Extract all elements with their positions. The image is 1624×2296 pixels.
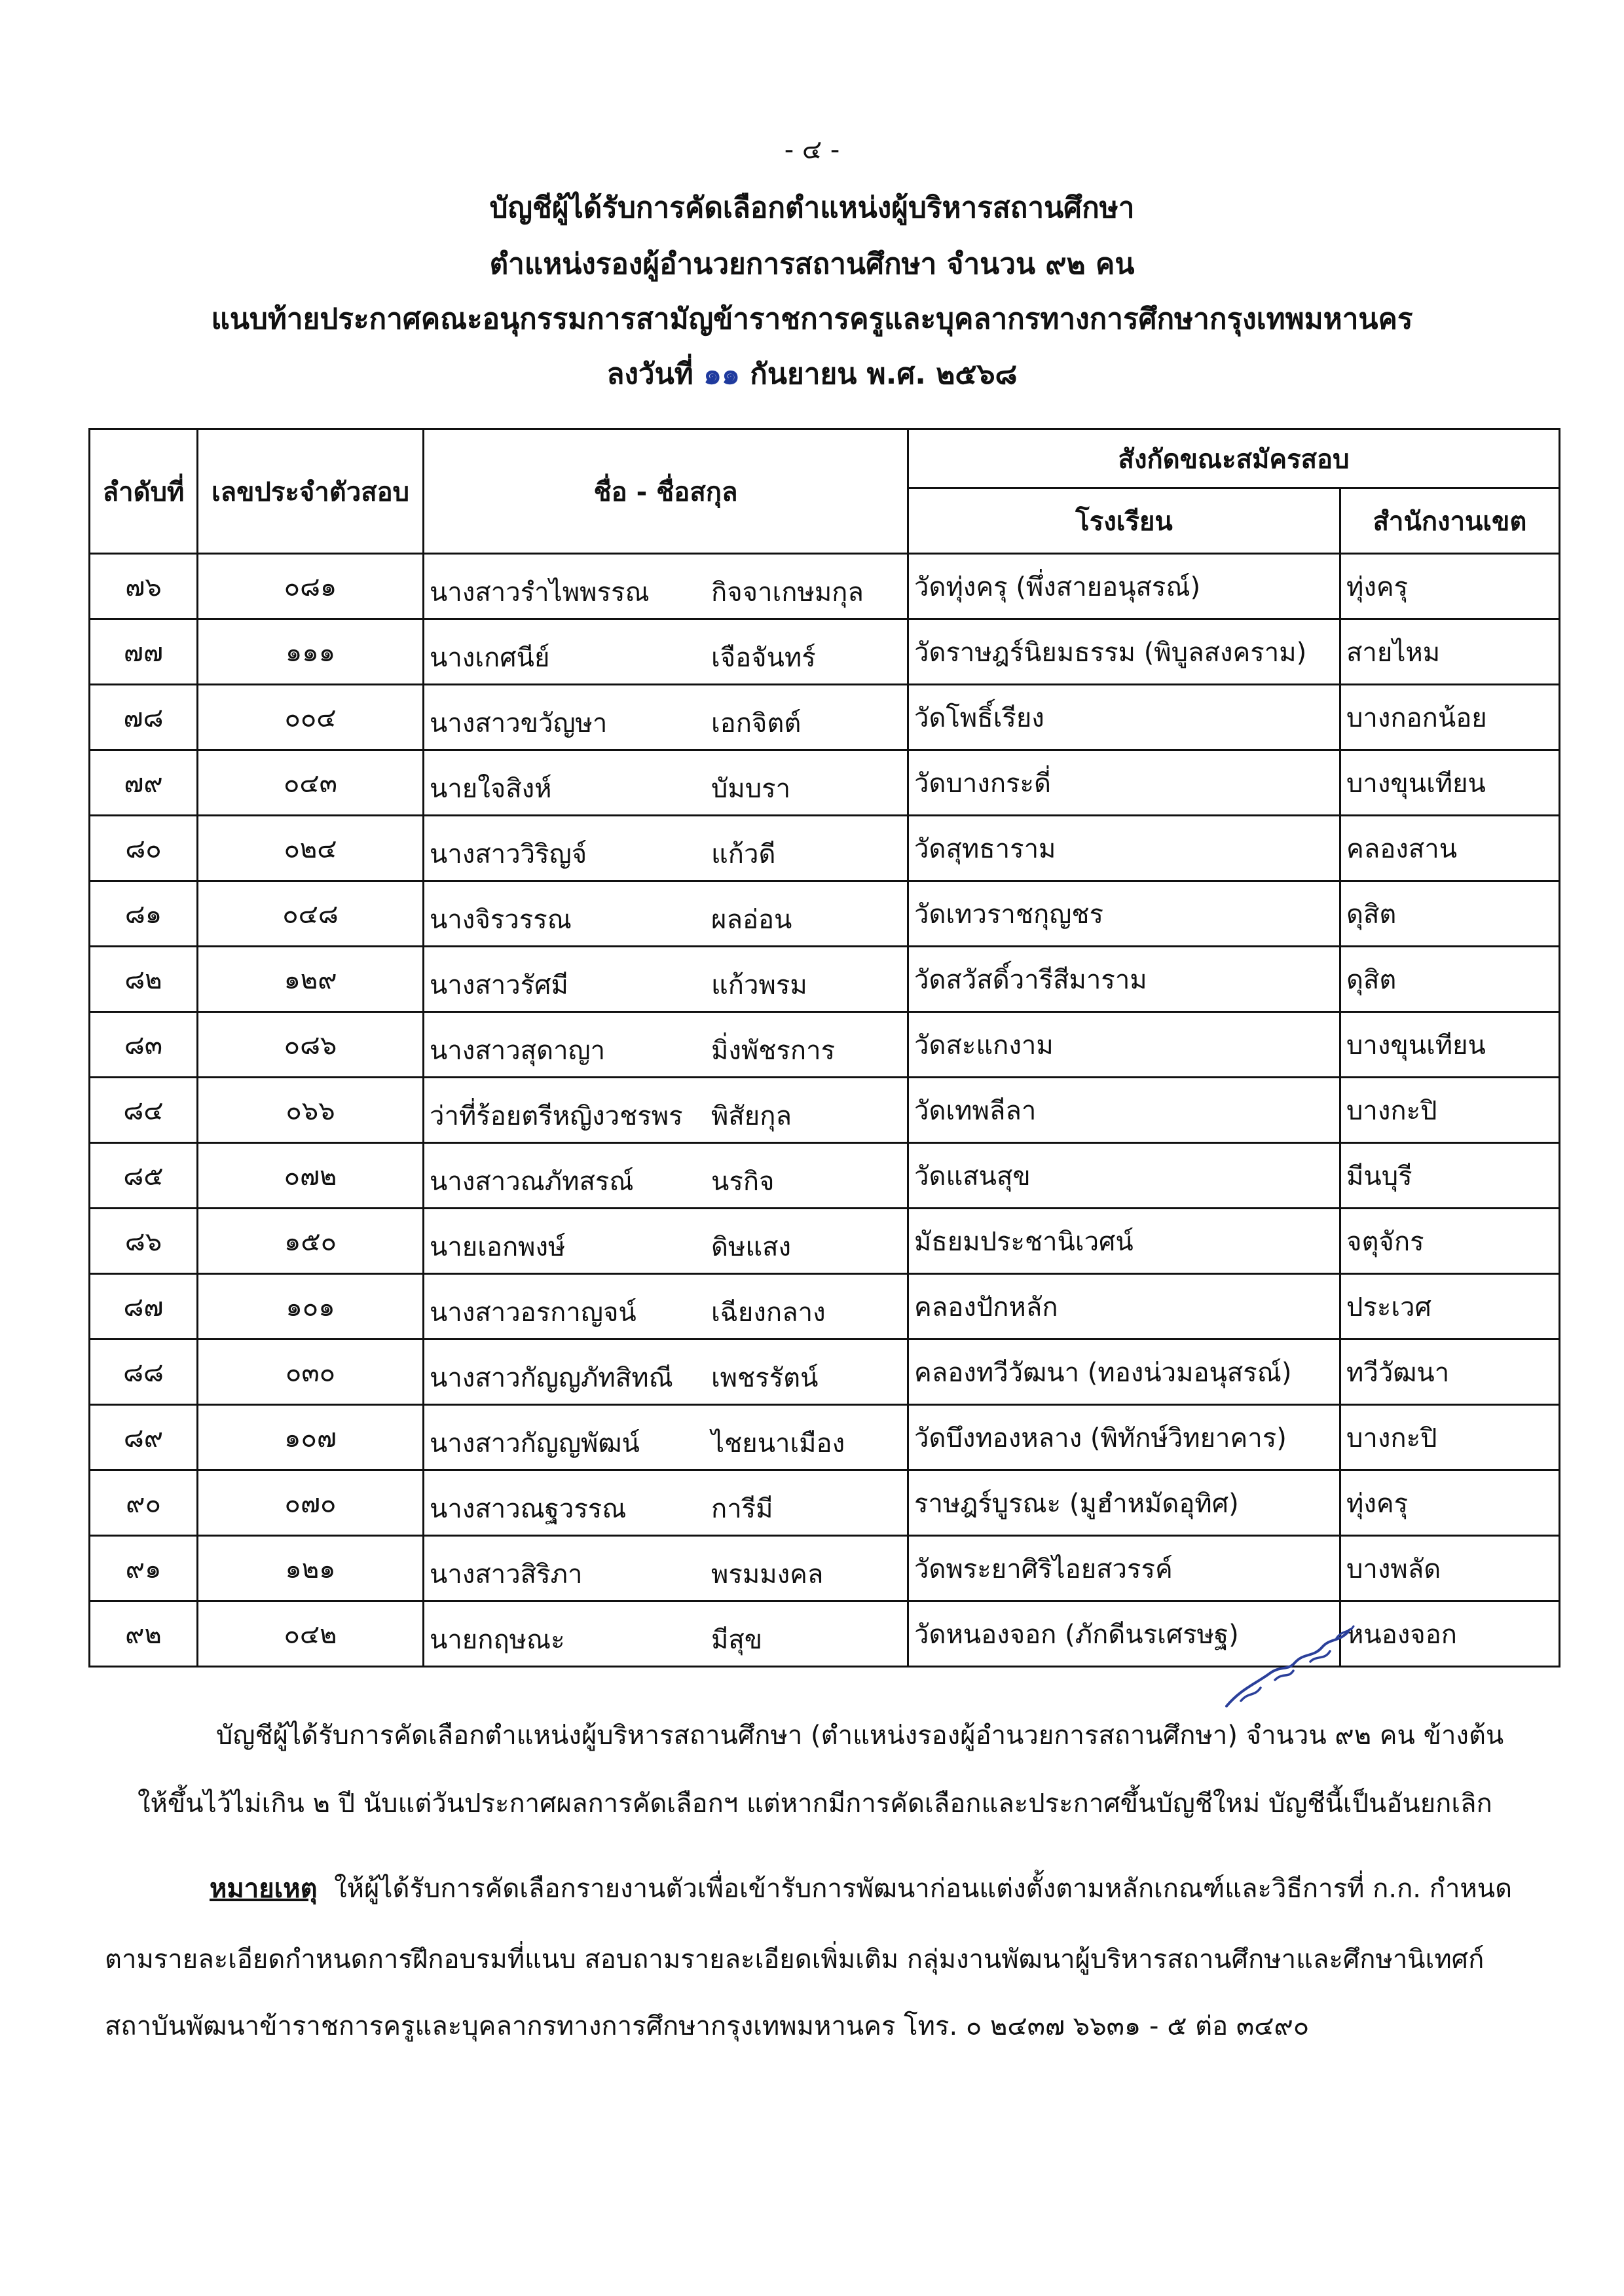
- first-name: นางสาวรำไพพรรณ: [430, 577, 650, 608]
- district-cell: บางกอกน้อย: [1340, 685, 1560, 750]
- school-cell: วัดทุ่งครุ (พึ่งสายอนุสรณ์): [908, 554, 1340, 619]
- district-cell: ทุ่งครุ: [1340, 554, 1560, 619]
- district-cell: คลองสาน: [1340, 816, 1560, 881]
- table-body: [90, 554, 1560, 1667]
- date-prefix: ลงวันที่: [606, 357, 693, 391]
- name-cell: [424, 1601, 908, 1667]
- name-cell: [424, 1078, 908, 1143]
- first-name: นายเอกพงษ์: [430, 1231, 566, 1262]
- position-subtitle: ตำแหน่งรองผู้อำนวยการสถานศึกษา จำนวน ๙๒ คน: [489, 247, 1135, 281]
- note-line2: ตามรายละเอียดกำหนดการฝึกอบรมที่แนบ สอบถามรายละเอียดเพิ่มเติม กลุ่มงานพัฒนาผู้บริหารสถานศึกษาและศึกษานิเทศก์: [105, 1944, 1485, 1975]
- district-cell: ทวีวัฒนา: [1340, 1339, 1560, 1405]
- note-line1: [210, 1867, 1512, 1909]
- last-name: ไชยนาเมือง: [711, 1428, 845, 1459]
- table-row: [90, 1536, 1560, 1601]
- school-cell: คลองปักหลัก: [908, 1274, 1340, 1339]
- school-cell: วัดสุทธาราม: [908, 816, 1340, 881]
- header-district: สำนักงานเขต: [1340, 488, 1560, 554]
- table-row: [90, 816, 1560, 881]
- name-cell: [424, 947, 908, 1012]
- district-cell: บางขุนเทียน: [1340, 1012, 1560, 1078]
- exam-id-cell: ๐๒๔: [198, 816, 424, 881]
- table-row: [90, 1470, 1560, 1536]
- name-cell: [424, 1339, 908, 1405]
- exam-id-cell: ๐๘๑: [198, 554, 424, 619]
- district-cell: บางพลัด: [1340, 1536, 1560, 1601]
- note-label: หมายเหตุ: [210, 1874, 318, 1904]
- first-name: นางสาวกัญญพัฒน์: [430, 1428, 640, 1459]
- table-row: [90, 750, 1560, 816]
- order-cell: ๗๖: [90, 554, 198, 619]
- exam-id-cell: ๐๘๖: [198, 1012, 424, 1078]
- order-cell: ๙๑: [90, 1536, 198, 1601]
- name-cell: [424, 685, 908, 750]
- last-name: แก้วพรม: [711, 970, 807, 1000]
- exam-id-cell: ๑๒๙: [198, 947, 424, 1012]
- list-validity-paragraph-line2: ให้ขึ้นไว้ไม่เกิน ๒ ปี นับแต่วันประกาศผลการคัดเลือกฯ แต่หากมีการคัดเลือกและประกาศขึ้นบัญชีใหม่ บัญชีนี้เป็นอันยกเลิก: [138, 1789, 1492, 1819]
- last-name: การีมี: [711, 1493, 773, 1524]
- first-name: นางสาวกัญญภัทสิทณี: [430, 1362, 673, 1393]
- order-cell: ๗๘: [90, 685, 198, 750]
- name-cell: [424, 1470, 908, 1536]
- first-name: นางสาววิริญจ์: [430, 839, 587, 869]
- exam-id-cell: ๐๓๐: [198, 1339, 424, 1405]
- last-name: พิสัยกุล: [711, 1101, 792, 1131]
- district-cell: มีนบุรี: [1340, 1143, 1560, 1209]
- district-cell: บางขุนเทียน: [1340, 750, 1560, 816]
- school-cell: วัดราษฎร์นิยมธรรม (พิบูลสงคราม): [908, 619, 1340, 685]
- order-cell: ๙๐: [90, 1470, 198, 1536]
- district-cell: ดุสิต: [1340, 947, 1560, 1012]
- order-cell: ๙๒: [90, 1601, 198, 1667]
- header-affiliation: สังกัดขณะสมัครสอบ: [908, 429, 1560, 488]
- exam-id-cell: ๑๐๑: [198, 1274, 424, 1339]
- header-order: ลำดับที่: [90, 429, 198, 554]
- announcement-subtitle: แนบท้ายประกาศคณะอนุกรรมการสามัญข้าราชการครูและบุคลากรทางการศึกษากรุงเทพมหานคร: [211, 302, 1413, 336]
- header-exam-id: เลขประจำตัวสอบ: [198, 429, 424, 554]
- first-name: นางเกศนีย์: [430, 642, 550, 673]
- table-row: [90, 1078, 1560, 1143]
- first-name: นางสาวสิริภา: [430, 1559, 583, 1590]
- list-validity-paragraph-line1: บัญชีผู้ได้รับการคัดเลือกตำแหน่งผู้บริหารสถานศึกษา (ตำแหน่งรองผู้อำนวยการสถานศึกษา) จำนวน ๙๒ คน ข้างต้น: [216, 1721, 1504, 1751]
- exam-id-cell: ๐๔๒: [198, 1601, 424, 1667]
- school-cell: วัดสวัสดิ์วารีสีมาราม: [908, 947, 1340, 1012]
- last-name: เพชรรัตน์: [711, 1362, 819, 1393]
- table-row: [90, 947, 1560, 1012]
- school-cell: ราษฎร์บูรณะ (มูฮำหมัดอุทิศ): [908, 1470, 1340, 1536]
- order-cell: ๘๕: [90, 1143, 198, 1209]
- order-cell: ๘๓: [90, 1012, 198, 1078]
- announcement-date: [0, 351, 1624, 397]
- handwritten-signature: [1215, 1624, 1359, 1715]
- order-cell: ๘๒: [90, 947, 198, 1012]
- district-cell: ทุ่งครุ: [1340, 1470, 1560, 1536]
- first-name: นางสาวณภัทสรณ์: [430, 1166, 634, 1197]
- date-day: ๑๑: [703, 357, 740, 391]
- exam-id-cell: ๑๐๗: [198, 1405, 424, 1470]
- table-row: [90, 881, 1560, 947]
- order-cell: ๘๐: [90, 816, 198, 881]
- school-cell: วัดเทพลีลา: [908, 1078, 1340, 1143]
- first-name: นางสาวขวัญษา: [430, 708, 608, 738]
- district-cell: บางกะปิ: [1340, 1078, 1560, 1143]
- table-row: [90, 1274, 1560, 1339]
- first-name: นางสาวอรกาญจน์: [430, 1297, 637, 1328]
- table-row: [90, 619, 1560, 685]
- last-name: ดิษแสง: [711, 1231, 792, 1262]
- table-row: [90, 1405, 1560, 1470]
- order-cell: ๗๗: [90, 619, 198, 685]
- table-row: [90, 1012, 1560, 1078]
- exam-id-cell: ๐๔๓: [198, 750, 424, 816]
- date-suffix: กันยายน พ.ศ. ๒๕๖๘: [750, 357, 1018, 391]
- exam-id-cell: ๐๖๖: [198, 1078, 424, 1143]
- name-cell: [424, 750, 908, 816]
- district-cell: จตุจักร: [1340, 1209, 1560, 1274]
- school-cell: วัดสะแกงาม: [908, 1012, 1340, 1078]
- school-cell: วัดพระยาศิริไอยสวรรค์: [908, 1536, 1340, 1601]
- first-name: นายกฤษณะ: [430, 1624, 565, 1655]
- name-cell: [424, 1405, 908, 1470]
- name-cell: [424, 1209, 908, 1274]
- exam-id-cell: ๐๗๐: [198, 1470, 424, 1536]
- district-cell: บางกะปิ: [1340, 1405, 1560, 1470]
- order-cell: ๘๑: [90, 881, 198, 947]
- table-row: [90, 554, 1560, 619]
- order-cell: ๘๖: [90, 1209, 198, 1274]
- order-cell: ๘๗: [90, 1274, 198, 1339]
- district-cell: หนองจอก: [1340, 1601, 1560, 1667]
- last-name: นรกิจ: [711, 1166, 775, 1197]
- last-name: บัมบรา: [711, 773, 791, 804]
- table-row: [90, 1209, 1560, 1274]
- school-cell: วัดเทวราชกุญชร: [908, 881, 1340, 947]
- school-cell: วัดบึงทองหลาง (พิทักษ์วิทยาคาร): [908, 1405, 1340, 1470]
- school-cell: วัดบางกระดี่: [908, 750, 1340, 816]
- name-cell: [424, 1536, 908, 1601]
- school-cell: มัธยมประชานิเวศน์: [908, 1209, 1340, 1274]
- table-row: [90, 685, 1560, 750]
- last-name: เจือจันทร์: [711, 642, 816, 673]
- last-name: ผลอ่อน: [711, 904, 792, 935]
- school-cell: วัดแสนสุข: [908, 1143, 1340, 1209]
- page-number: - ๔ -: [784, 135, 840, 165]
- first-name: นายใจสิงห์: [430, 773, 552, 804]
- name-cell: [424, 1274, 908, 1339]
- school-cell: วัดหนองจอก (ภักดีนรเศรษฐ): [908, 1601, 1340, 1667]
- district-cell: ดุสิต: [1340, 881, 1560, 947]
- document-title: บัญชีผู้ได้รับการคัดเลือกตำแหน่งผู้บริหารสถานศึกษา: [489, 191, 1135, 225]
- order-cell: ๗๙: [90, 750, 198, 816]
- last-name: มีสุข: [711, 1624, 763, 1655]
- last-name: เฉียงกลาง: [711, 1297, 826, 1328]
- exam-id-cell: ๐๔๘: [198, 881, 424, 947]
- name-cell: [424, 881, 908, 947]
- last-name: แก้วดี: [711, 839, 776, 869]
- last-name: มิ่งพัชรการ: [711, 1035, 836, 1066]
- exam-id-cell: ๐๐๔: [198, 685, 424, 750]
- note-line3: สถาบันพัฒนาข้าราชการครูและบุคลากรทางการศึกษากรุงเทพมหานคร โทร. ๐ ๒๔๓๗ ๖๖๓๑ - ๕ ต่อ ๓๔๙๐: [105, 2011, 1310, 2041]
- name-cell: [424, 554, 908, 619]
- name-cell: [424, 619, 908, 685]
- school-cell: วัดโพธิ์เรียง: [908, 685, 1340, 750]
- table-row: [90, 1143, 1560, 1209]
- first-name: ว่าที่ร้อยตรีหญิงวชรพร: [430, 1101, 683, 1131]
- last-name: กิจจาเกษมกุล: [711, 577, 864, 608]
- note-text-line1: ให้ผู้ได้รับการคัดเลือกรายงานตัวเพื่อเข้ารับการพัฒนาก่อนแต่งตั้งตามหลักเกณฑ์และวิธีการที่ ก.ก. กำหนด: [334, 1874, 1513, 1904]
- name-cell: [424, 816, 908, 881]
- exam-id-cell: ๐๗๒: [198, 1143, 424, 1209]
- district-cell: ประเวศ: [1340, 1274, 1560, 1339]
- school-cell: คลองทวีวัฒนา (ทองน่วมอนุสรณ์): [908, 1339, 1340, 1405]
- first-name: นางสาวณฐวรรณ: [430, 1493, 627, 1524]
- name-cell: [424, 1012, 908, 1078]
- candidate-table: [88, 428, 1560, 1667]
- district-cell: สายไหม: [1340, 619, 1560, 685]
- order-cell: ๘๘: [90, 1339, 198, 1405]
- order-cell: ๘๙: [90, 1405, 198, 1470]
- header-school: โรงเรียน: [908, 488, 1340, 554]
- name-cell: [424, 1143, 908, 1209]
- first-name: นางสาวรัศมี: [430, 970, 568, 1000]
- last-name: พรมมงคล: [711, 1559, 824, 1590]
- exam-id-cell: ๑๕๐: [198, 1209, 424, 1274]
- exam-id-cell: ๑๑๑: [198, 619, 424, 685]
- last-name: เอกจิตต์: [711, 708, 802, 738]
- order-cell: ๘๔: [90, 1078, 198, 1143]
- table-row: [90, 1339, 1560, 1405]
- first-name: นางสาวสุดาญา: [430, 1035, 606, 1066]
- exam-id-cell: ๑๒๑: [198, 1536, 424, 1601]
- first-name: นางจิรวรรณ: [430, 904, 572, 935]
- header-name: ชื่อ - ชื่อสกุล: [424, 429, 908, 554]
